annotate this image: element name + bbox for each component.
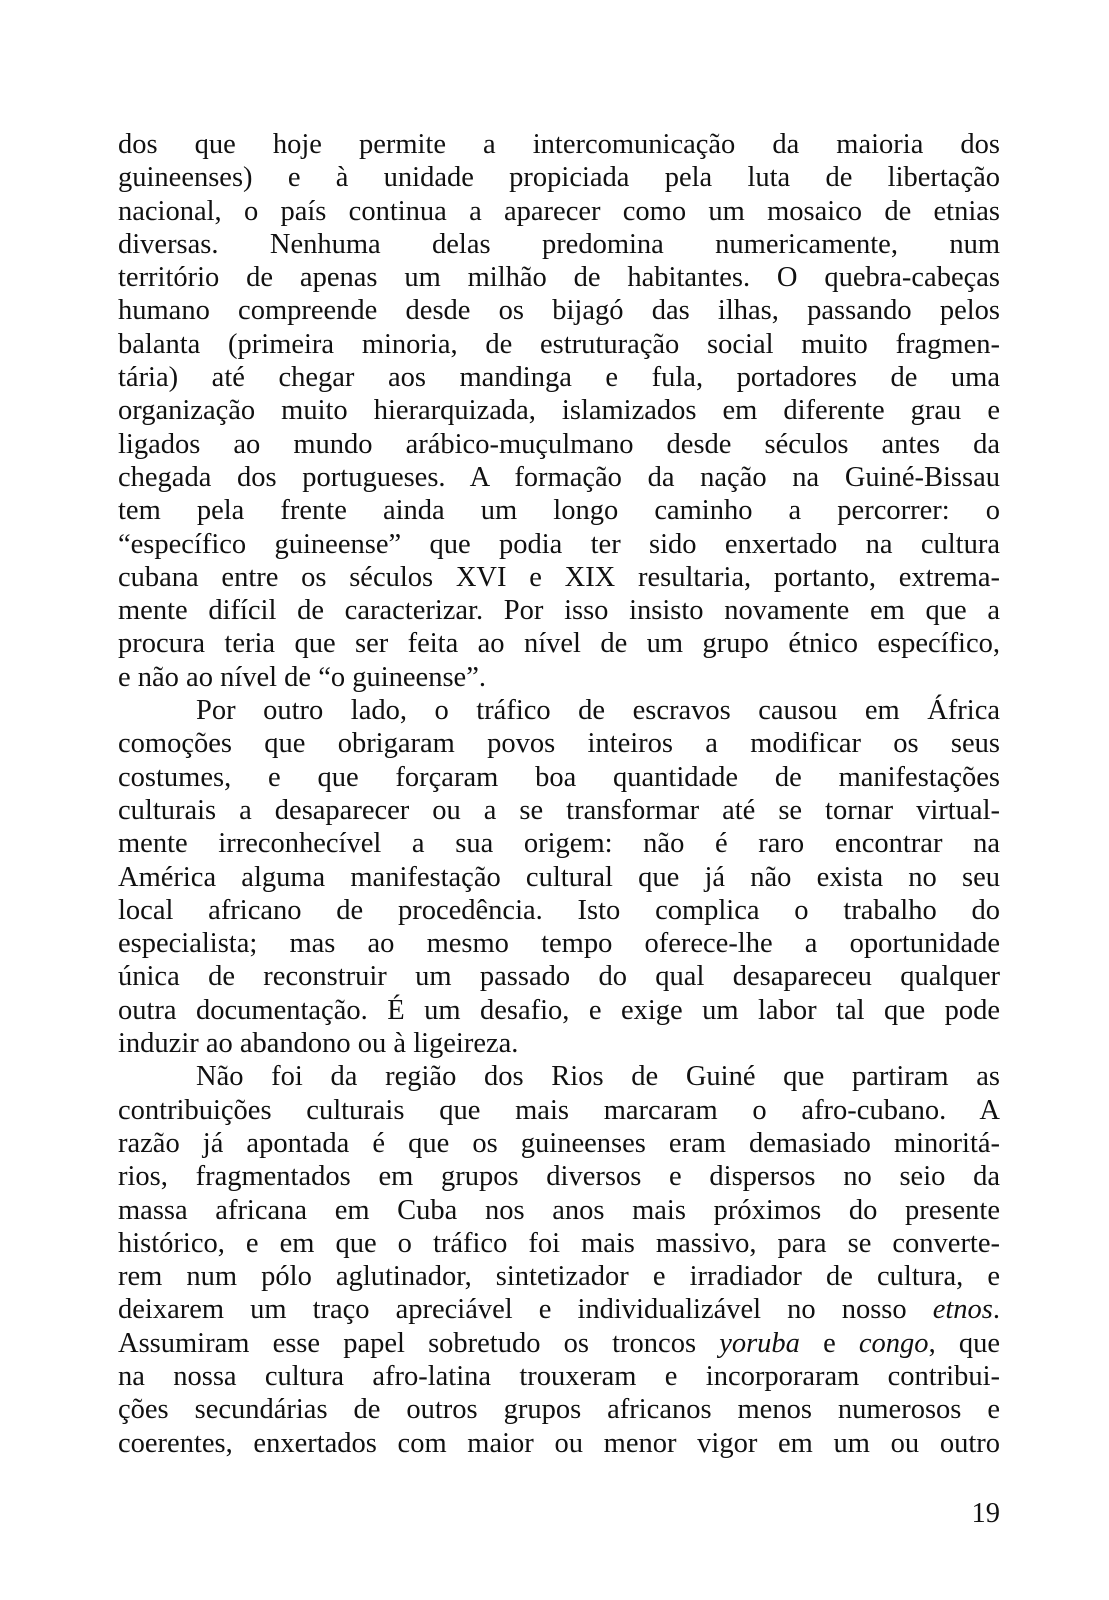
text-line: mente difícil de caracterizar. Por isso insisto novamente em que a [118, 595, 1000, 627]
text-line: nacional, o país continua a aparecer como um mosaico de etnias [118, 195, 1000, 227]
text-line: tária) até chegar aos mandinga e fula, portadores de uma [118, 362, 1000, 394]
text-line: massa africana em Cuba nos anos mais próximos do presente [118, 1194, 1000, 1226]
text-line: diversas. Nenhuma delas predomina numericamente, num [118, 228, 1000, 260]
text-line: especialista; mas ao mesmo tempo oferece-lhe a oportunidade [118, 928, 1000, 960]
text-segment: . [992, 1294, 1000, 1326]
text-line: chegada dos portugueses. A formação da nação na Guiné-Bissau [118, 461, 1000, 493]
text-line: coerentes, enxertados com maior ou menor vigor em um ou outro [118, 1427, 1000, 1459]
text-line: “específico guineense” que podia ter sido enxertado na cultura [118, 528, 1000, 560]
text-segment: , que [928, 1327, 1000, 1359]
text-segment: deixarem um traço apreciável e individualizável no nosso [118, 1294, 933, 1326]
text-line: rem num pólo aglutinador, sintetizador e irradiador de cultura, e [118, 1261, 1000, 1293]
text-line: território de apenas um milhão de habitantes. O quebra-cabeças [118, 262, 1000, 294]
text-segment: Assumiram esse papel sobretudo os troncos [118, 1327, 720, 1359]
paragraph-first-line: Não foi da região dos Rios de Guiné que partiram as [196, 1061, 1000, 1093]
text-line: culturais a desaparecer ou a se transformar até se tornar virtual- [118, 794, 1000, 826]
text-line: ligados ao mundo arábico-muçulmano desde séculos antes da [118, 428, 1000, 460]
text-line: local africano de procedência. Isto complica o trabalho do [118, 894, 1000, 926]
text-line: comoções que obrigaram povos inteiros a modificar os seus [118, 728, 1000, 760]
text-line: guineenses) e à unidade propiciada pela luta de libertação [118, 162, 1000, 194]
text-line: tem pela frente ainda um longo caminho a percorrer: o [118, 495, 1000, 527]
text-line: induzir ao abandono ou à ligeireza. [118, 1028, 519, 1060]
text-line: outra documentação. É um desafio, e exige um labor tal que pode [118, 994, 1000, 1026]
paragraph-first-line: Por outro lado, o tráfico de escravos causou em África [196, 695, 1000, 727]
text-line: única de reconstruir um passado do qual desapareceu qualquer [118, 961, 1000, 993]
text-line: organização muito hierarquizada, islamizados em diferente grau e [118, 395, 1000, 427]
text-line: balanta (primeira minoria, de estruturação social muito fragmen- [118, 328, 1000, 360]
text-line: procura teria que ser feita ao nível de um grupo étnico específico, [118, 628, 1000, 660]
text-line [118, 1293, 1000, 1326]
text-line: na nossa cultura afro-latina trouxeram e incorporaram contribui- [118, 1360, 1000, 1392]
text-line: humano compreende desde os bijagó das ilhas, passando pelos [118, 295, 1000, 327]
text-line: dos que hoje permite a intercomunicação da maioria dos [118, 129, 1000, 160]
text-line: razão já apontada é que os guineenses eram demasiado minoritá- [118, 1127, 1000, 1159]
italic-term: etnos [932, 1294, 993, 1326]
italic-term: yoruba [719, 1327, 800, 1359]
text-line: América alguma manifestação cultural que já não exista no seu [118, 861, 1000, 893]
text-line: costumes, e que forçaram boa quantidade de manifestações [118, 761, 1000, 793]
body-text [118, 128, 1000, 1460]
text-line: e não ao nível de “o guineense”. [118, 661, 486, 693]
text-line: ções secundárias de outros grupos africanos menos numerosos e [118, 1394, 1000, 1426]
text-line: contribuições culturais que mais marcaram o afro-cubano. A [118, 1094, 1000, 1126]
text-line: mente irreconhecível a sua origem: não é raro encontrar na [118, 828, 1000, 860]
text-segment: e [799, 1327, 859, 1359]
italic-term: congo [858, 1327, 929, 1359]
text-line: histórico, e em que o tráfico foi mais massivo, para se converte- [118, 1227, 1000, 1259]
text-line: rios, fragmentados em grupos diversos e dispersos no seio da [118, 1161, 1000, 1193]
page-number: 19 [971, 1498, 1000, 1529]
text-line [118, 1327, 1000, 1360]
text-line: cubana entre os séculos XVI e XIX resultaria, portanto, extrema- [118, 561, 1000, 593]
